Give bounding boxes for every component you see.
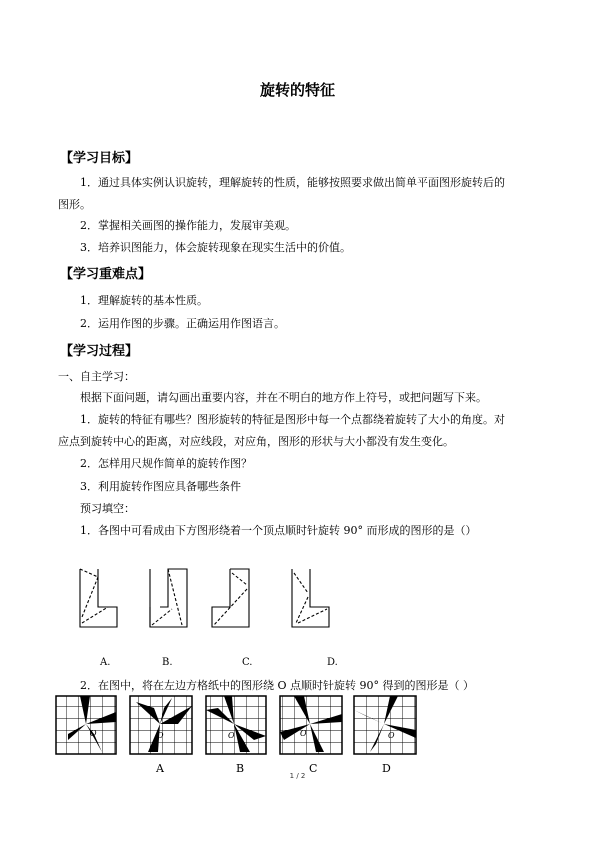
question-1-line-1: 1．旋转的特征有哪些？图形旋转的特征是图形中每一个点都绕着旋转了大小的角度。对: [80, 413, 505, 426]
exercise-2-center-label-b: O: [228, 731, 235, 740]
exercise-1-figure-d: [292, 569, 329, 627]
exercise-1-option-d: D.: [327, 657, 338, 668]
exercise-1: 1．各图中可看成由下方图形绕着一个顶点顺时针旋转 90° 而形成的图形的是（）: [80, 524, 477, 537]
exercise-2-option-a: A: [156, 762, 164, 775]
exercise-2-option-c: C: [309, 762, 318, 775]
preview-heading: 预习填空：: [80, 502, 135, 515]
key-point-1: 1．理解旋转的基本性质。: [80, 294, 208, 307]
exercise-2-option-a-grid: [130, 696, 192, 754]
exercise-2-option-d-grid: [354, 696, 416, 754]
goal-3: 3．培养识图能力，体会旋转现象在现实生活中的价值。: [80, 241, 351, 254]
exercise-2-original-grid: [56, 696, 116, 754]
page-title: 旋转的特征: [259, 81, 335, 99]
page-number: 1 / 2: [289, 772, 306, 780]
question-1-line-2: 应点到旋转中心的距离，对应线段，对应角，图形的形状与大小都没有发生变化。: [58, 435, 454, 448]
key-point-2: 2．运用作图的步骤。正确运用作图语言。: [80, 317, 285, 330]
intro-text: 根据下面问题，请勾画出重要内容，并在不明白的地方作上符号，或把问题写下来。: [80, 391, 487, 404]
exercise-2-option-b-grid: [206, 696, 266, 754]
exercise-2-option-b: B: [236, 762, 245, 775]
exercise-2-option-d: D: [382, 762, 391, 775]
goal-2: 2．掌握相关画图的操作能力，发展审美观。: [80, 219, 296, 232]
exercise-1-figure-c: [212, 569, 249, 627]
exercise-2-center-label-c: O: [300, 729, 307, 738]
exercise-1-option-a: A.: [100, 657, 111, 668]
exercise-1-option-b: B.: [162, 657, 173, 668]
part-1-heading: 一、自主学习：: [58, 370, 135, 383]
section-heading-goals: 【学习目标】: [60, 151, 139, 166]
exercise-2-center-label-original: O: [90, 729, 97, 738]
exercise-2-grids: [54, 694, 426, 756]
exercise-2: 2．在图中，将在左边方格纸中的图形绕 O 点顺时针旋转 90° 得到的图形是（ ）: [80, 679, 474, 692]
exercise-2-center-label-a: O: [157, 731, 164, 740]
exercise-2-option-c-grid: [280, 696, 342, 754]
question-2: 2．怎样用尺规作简单的旋转作图？: [80, 457, 252, 470]
goal-1-cont: 图形。: [58, 198, 91, 211]
question-3: 3．利用旋转作图应具备哪些条件: [80, 480, 241, 493]
exercise-2-center-label-d: O: [388, 731, 395, 740]
exercise-1-figure-b: [150, 569, 187, 627]
goal-1: 1．通过具体实例认识旋转，理解旋转的性质，能够按照要求做出简单平面图形旋转后的: [80, 176, 505, 189]
exercise-1-figure-a: [80, 569, 117, 627]
section-heading-key-points: 【学习重难点】: [60, 267, 152, 282]
section-heading-process: 【学习过程】: [60, 344, 139, 359]
exercise-1-figures: [72, 565, 352, 633]
exercise-1-option-c: C.: [242, 657, 253, 668]
